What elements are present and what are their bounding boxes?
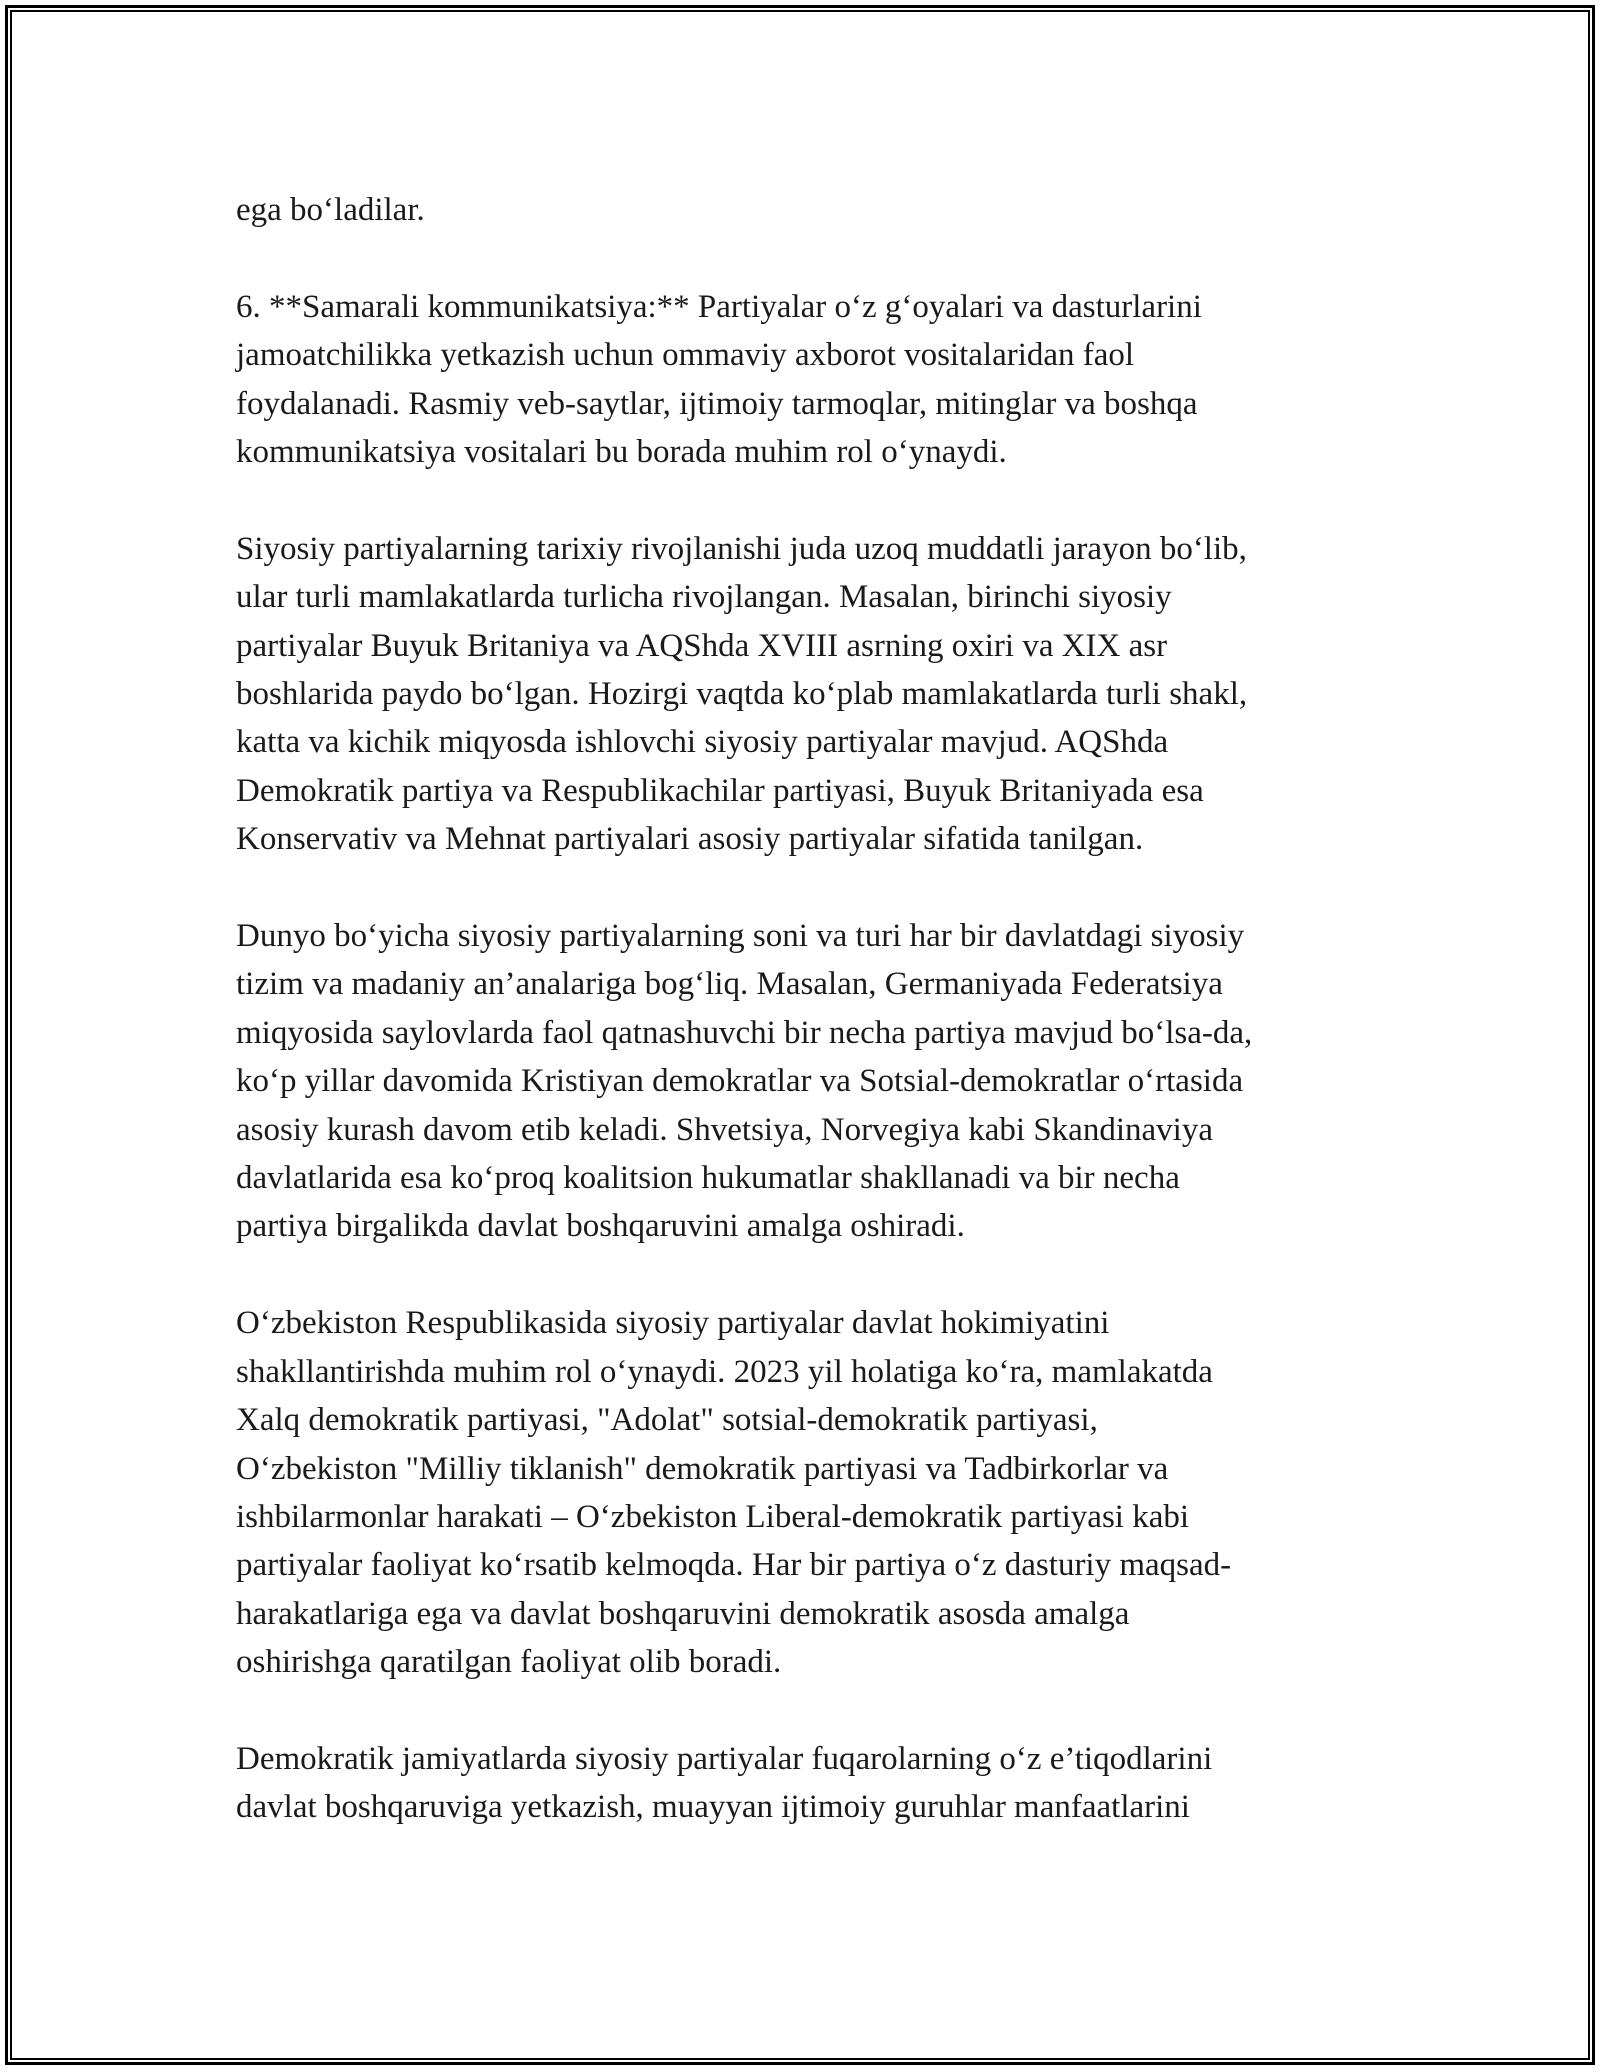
document-body — [236, 186, 1366, 1880]
paragraph-world: Dunyo bo‘yicha siyosiy partiyalarning soni va turi har bir davlatdagi siyosiy tizim va madaniy an’analariga bog‘liq. Masalan, Germaniyada Federatsiya miqyosida saylovlarda faol qatnashuvchi bir necha partiya mavjud bo‘lsa-da, ko‘p yillar davomida Kristiyan demokratlar va Sotsial-demokratlar o‘rtasida asosiy kurash davom etib keladi. Shvetsiya, Norvegiya kabi Skandinaviya davlatlarida esa ko‘proq koalitsion hukumatlar shakllanadi va bir necha partiya birgalikda davlat boshqaruvini amalga oshiradi. — [236, 918, 1253, 1245]
paragraph-list-item-6: 6. **Samarali kommunikatsiya:** Partiyalar o‘z g‘oyalari va dasturlarini jamoatchilikka yetkazish uchun ommaviy axborot vositalaridan faol foydalanadi. Rasmiy veb-saytlar, ijtimoiy tarmoqlar, mitinglar va boshqa kommunikatsiya vositalari bu borada muhim rol o‘ynaydi. — [236, 288, 1202, 471]
paragraph-continuation: ega bo‘ladilar. — [236, 192, 425, 228]
paragraph-democratic-societies: Demokratik jamiyatlarda siyosiy partiyalar fuqarolarning o‘z e’tiqodlarini davlat boshqaruviga yetkazish, muayyan ijtimoiy guruhlar manfaatlarini — [236, 1740, 1213, 1826]
paragraph-history: Siyosiy partiyalarning tarixiy rivojlanishi juda uzoq muddatli jarayon bo‘lib, ular turli mamlakatlarda turlicha rivojlangan. Masalan, birinchi siyosiy partiyalar Buyuk Britaniya va AQShda XVIII asrning oxiri va XIX asr boshlarida paydo bo‘lgan. Hozirgi vaqtda ko‘plab mamlakatlarda turli shakl, katta va kichik miqyosda ishlovchi siyosiy partiyalar mavjud. AQShda Demokratik partiya va Respublikachilar partiyasi, Buyuk Britaniyada esa Konservativ va Mehnat partiyalari asosiy partiyalar sifatida tanilgan. — [236, 530, 1248, 858]
paragraph-uzbekistan: O‘zbekiston Respublikasida siyosiy partiyalar davlat hokimiyatini shakllantirishda muhim rol o‘ynaydi. 2023 yil holatiga ko‘ra, mamlakatda Xalq demokratik partiyasi, "Adolat" sotsial-demokratik partiyasi, O‘zbekiston "Milliy tiklanish" demokratik partiyasi va Tadbirkorlar va ishbilarmonlar harakati – O‘zbekiston Liberal-demokratik partiyasi kabi partiyalar faoliyat ko‘rsatib kelmoqda. Har bir partiya o‘z dasturiy maqsad- harakatlariga ega va davlat boshqaruvini demokratik asosda amalga oshirishga qaratilgan faoliyat olib boradi. — [236, 1305, 1232, 1681]
